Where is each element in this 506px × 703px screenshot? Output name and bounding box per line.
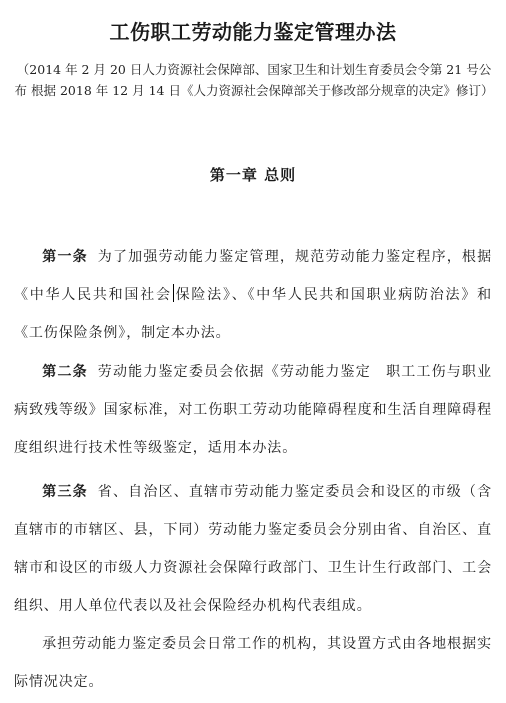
document-title: 工伤职工劳动能力鉴定管理办法 — [109, 20, 397, 44]
article-1[interactable] — [14, 238, 492, 352]
article-3[interactable] — [14, 473, 492, 625]
chapter-heading: 第一章 总则 — [209, 166, 297, 184]
article-text: 保险法》、《中华人民共和国职业病防治法》和《工伤保险条例》，制定本办法。 — [14, 287, 493, 341]
article-text: 省、自治区、直辖市劳动能力鉴定委员会和设区的市级（含直辖市的市辖区、县，下同）劳动能力鉴定委员会分别由省、自治区、直辖市和设区的市级人力资源社会保障行政部门、卫生计生行政部门、工会组织、用人单位代表以及社会保险经办机构代表组成。 — [14, 484, 492, 614]
article-label: 第二条 — [42, 364, 88, 380]
article-label: 第一条 — [42, 249, 88, 265]
article-3-paragraph-2[interactable] — [14, 625, 492, 701]
text-cursor — [173, 284, 174, 302]
article-2[interactable] — [14, 353, 492, 467]
article-text: 劳动能力鉴定委员会依据《劳动能力鉴定 职工工伤与职业病致残等级》国家标准，对工伤职工劳动功能障碍程度和生活自理障碍程度组织进行技术性等级鉴定，适用本办法。 — [14, 364, 492, 456]
article-label: 第三条 — [42, 484, 88, 500]
article-text: 承担劳动能力鉴定委员会日常工作的机构，其设置方式由各地根据实际情况决定。 — [14, 636, 492, 690]
document-subtitle: （2014 年 2 月 20 日人力资源社会保障部、国家卫生和计划生育委员会令第 21 号公布 根据 2018 年 12 月 14 日《人力资源社会保障部关于修改部分规章的决定》修订） — [14, 62, 494, 98]
article-text: 为了加强劳动能力鉴定管理，规范劳动能力鉴定程序，根据《中华人民共和国社会 — [14, 249, 492, 303]
